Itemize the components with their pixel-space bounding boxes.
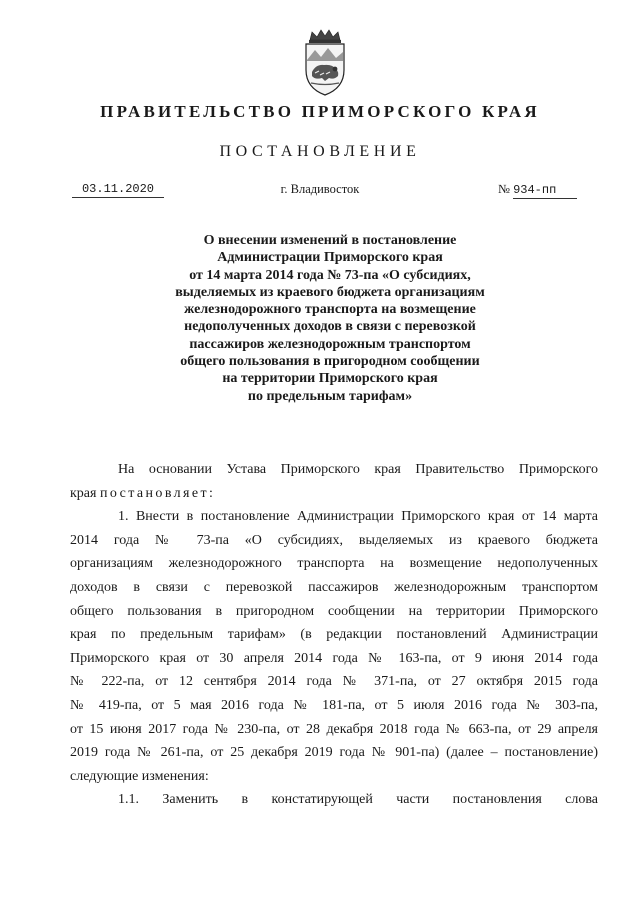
subject-line: пассажиров железнодорожным транспортом xyxy=(189,336,471,352)
body-line: № 419-па, от 5 мая 2016 года № 181-па, от 5 июля 2016 года № 303-па, xyxy=(70,697,598,713)
document-number xyxy=(498,182,577,199)
body-line: 2014 года № 73-па «О субсидиях, выделяемых из краевого бюджета xyxy=(70,532,598,548)
body-line: края по предельным тарифам» (в редакции постановлений Администрации xyxy=(70,627,598,643)
number-value: 934-пп xyxy=(513,183,577,199)
body-word-spaced: постановляет: xyxy=(99,485,216,501)
subject-line: выделяемых из краевого бюджета организациям xyxy=(175,284,485,300)
body-line: № 222-па, от 12 сентября 2014 года № 371-па, от 27 октября 2015 года xyxy=(70,674,598,690)
subject-line: Администрации Приморского края xyxy=(217,250,443,266)
primorsky-coat-of-arms-icon xyxy=(298,28,352,98)
body-line: организациям железнодорожного транспорта на возмещение недополученных xyxy=(70,556,598,572)
number-prefix: № xyxy=(498,182,510,196)
body-line: 1. Внести в постановление Администрации Приморского края от 14 марта xyxy=(118,509,598,525)
body-line: На основании Устава Приморского края Правительство Приморского xyxy=(118,462,598,477)
document-type: ПОСТАНОВЛЕНИЕ xyxy=(219,143,421,160)
subject-line: по предельным тарифам» xyxy=(247,388,413,404)
body-line: общего пользования в пригородном сообщении на территории Приморского xyxy=(70,603,598,619)
document-date: 03.11.2020 xyxy=(72,182,164,198)
subject-line: О внесении изменений в постановление xyxy=(203,233,457,248)
subject-line: железнодорожного транспорта на возмещение xyxy=(184,302,476,318)
body-line: Приморского края от 30 апреля 2014 года № 163-па, от 9 июня 2014 года xyxy=(70,650,598,666)
government-title: ПРАВИТЕЛЬСТВО ПРИМОРСКОГО КРАЯ xyxy=(100,102,540,121)
subject-line: от 14 марта 2014 года № 73-па «О субсидиях, xyxy=(189,267,471,283)
body-word: края xyxy=(70,485,97,501)
subject-line: на территории Приморского края xyxy=(222,371,438,387)
body-line: 1.1. Заменить в констатирующей части постановления слова xyxy=(118,792,598,808)
body-line xyxy=(70,482,598,506)
body-line: следующие изменения: xyxy=(70,768,209,784)
document-city: г. Владивосток xyxy=(280,182,360,196)
subject-line: общего пользования в пригородном сообщении xyxy=(180,354,480,370)
subject-line: недополученных доходов в связи с перевозкой xyxy=(184,319,476,335)
body-line: доходов в связи с перевозкой пассажиров железнодорожным транспортом xyxy=(70,579,598,595)
body-line: от 15 июня 2017 года № 230-па, от 28 декабря 2018 года № 663-па, от 29 апреля xyxy=(70,721,598,737)
document-body xyxy=(70,458,598,812)
body-line: 2019 года № 261-па, от 25 декабря 2019 года № 901-па) (далее – постановление) xyxy=(70,745,598,761)
document-subject xyxy=(140,232,520,405)
